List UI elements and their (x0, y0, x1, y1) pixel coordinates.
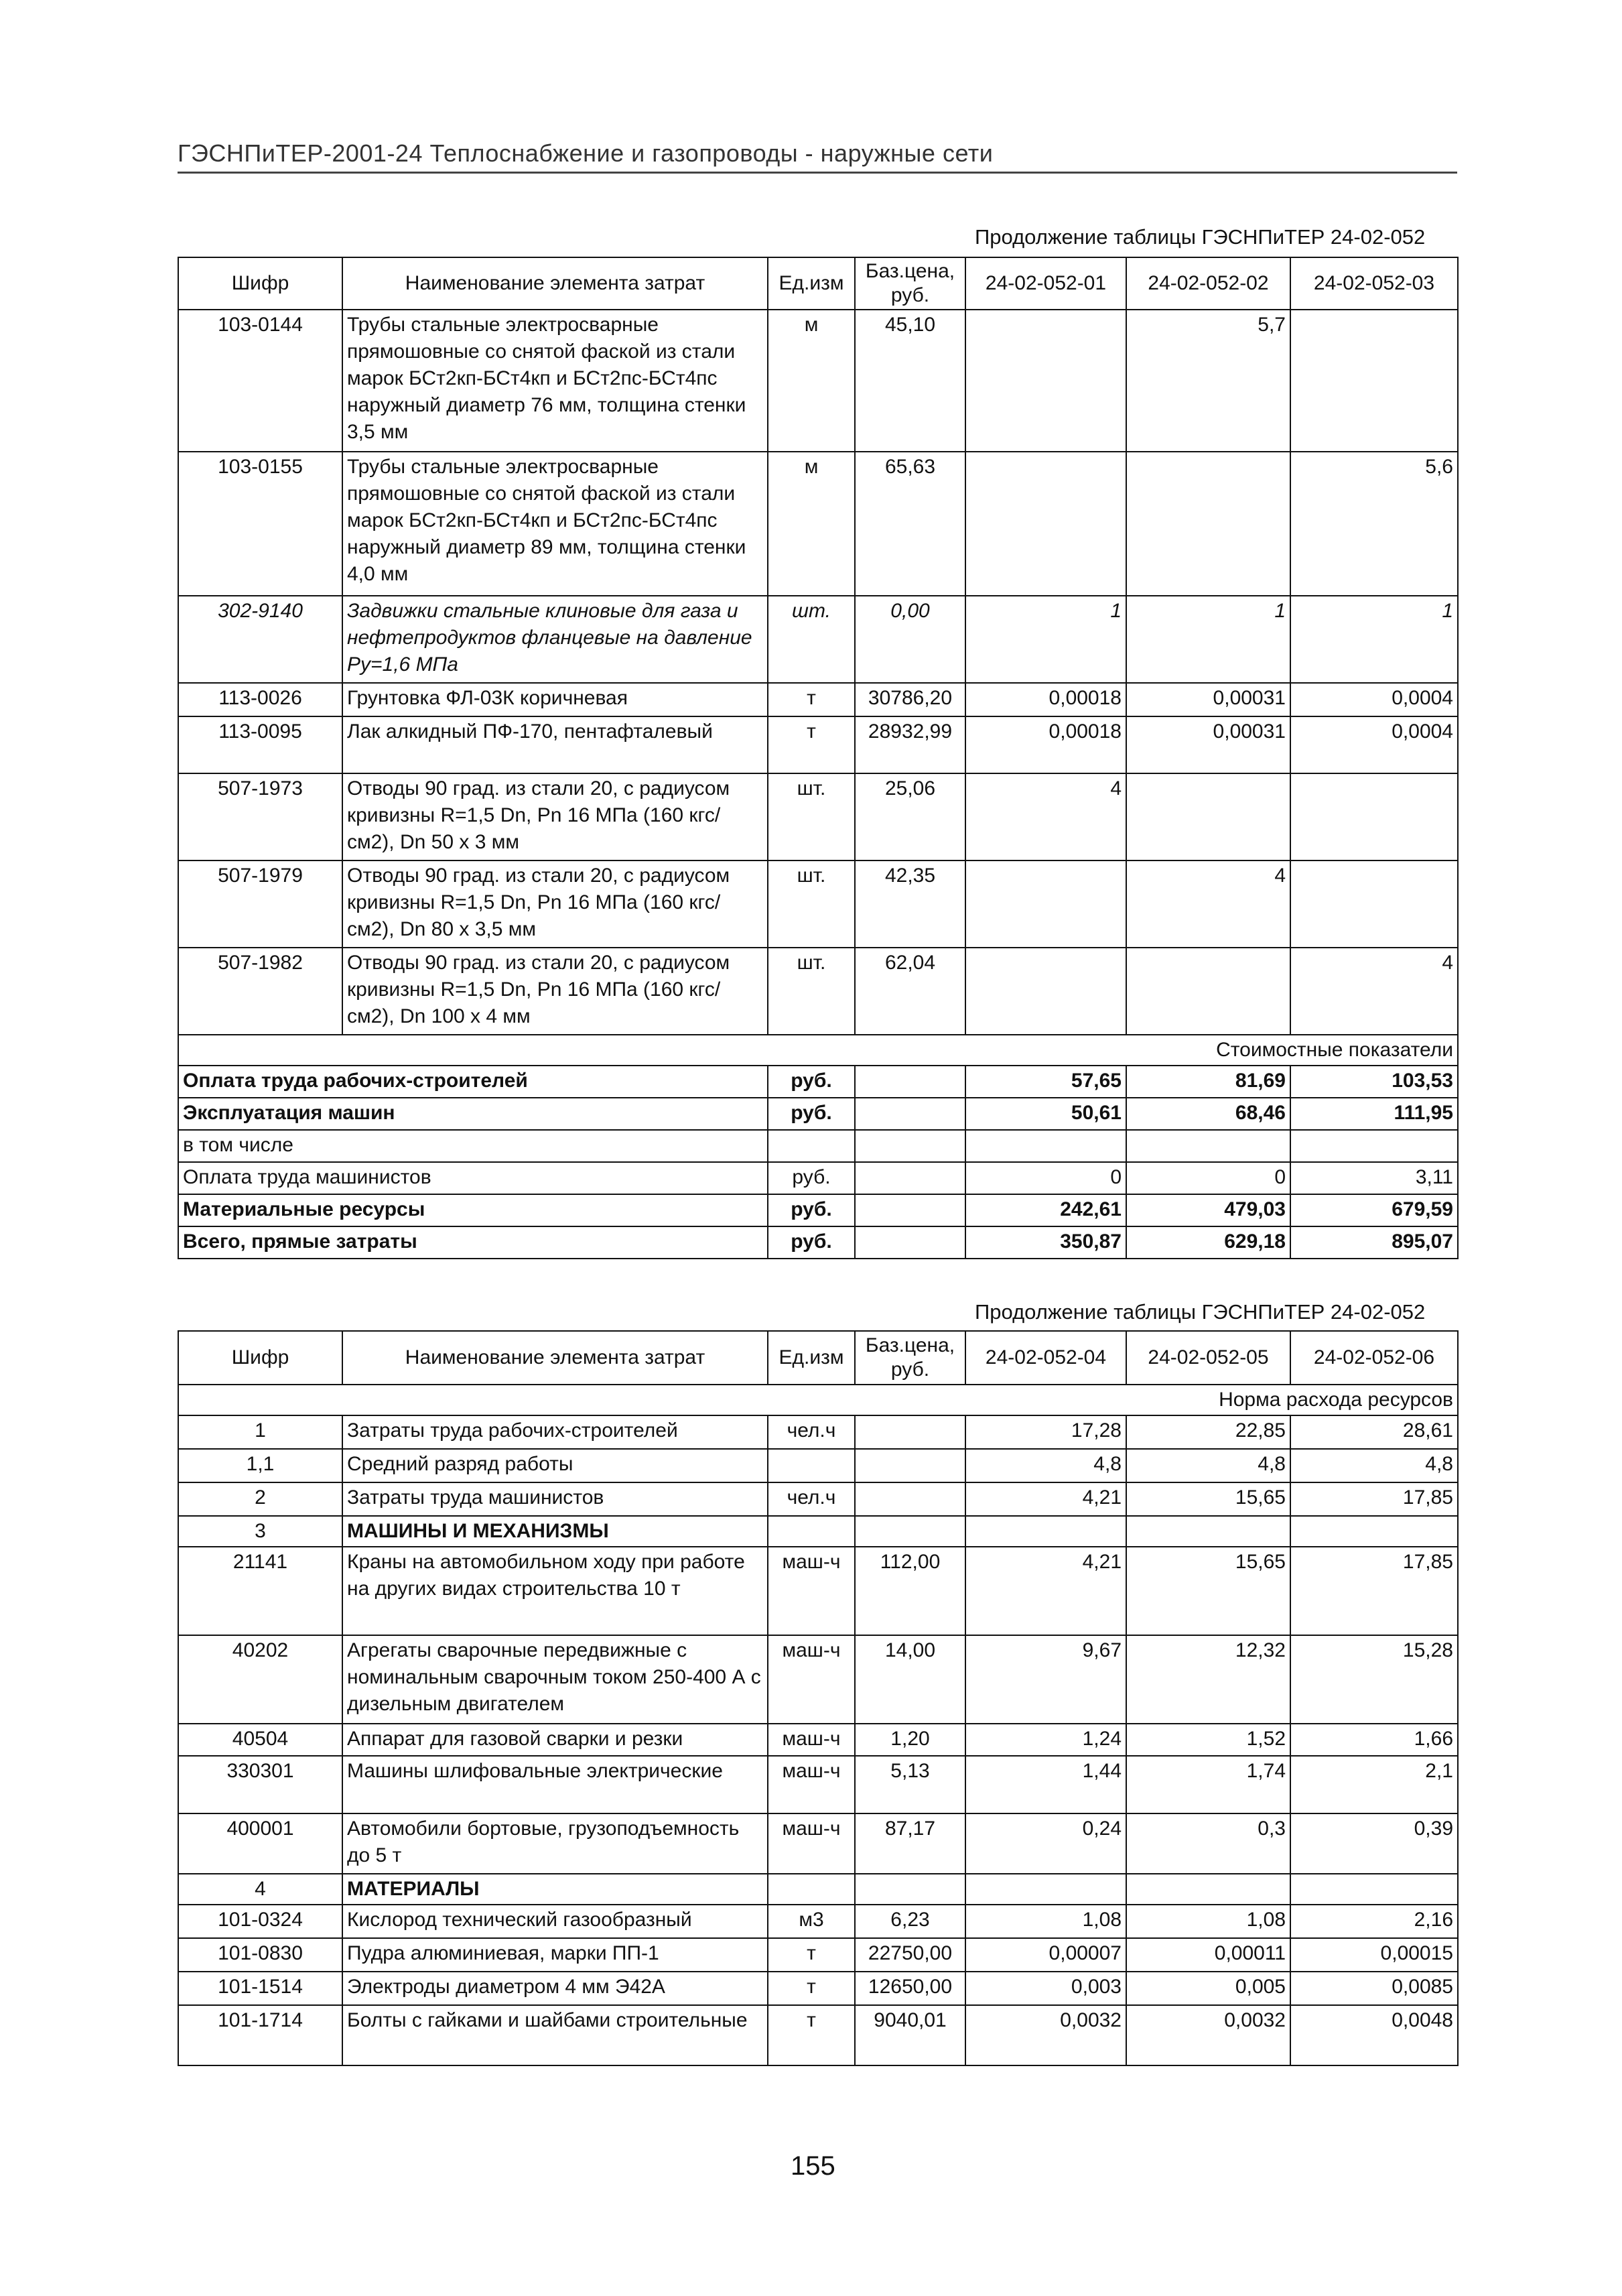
row-price: 1,20 (855, 1724, 965, 1756)
norm-label-row (178, 1385, 1458, 1415)
table-row (178, 860, 1458, 948)
table-row (178, 1547, 1458, 1635)
col-header-name: Наименование элемента затрат (342, 257, 768, 310)
row-code: 507-1982 (178, 948, 342, 1035)
row-v1: 1 (965, 596, 1126, 683)
row-code: 101-0324 (178, 1905, 342, 1938)
col-header-v1: 24-02-052-01 (965, 257, 1126, 310)
row-unit: т (768, 716, 855, 773)
row-v3 (1290, 310, 1458, 452)
cost-v2 (1126, 1130, 1290, 1162)
row-name: Средний разряд работы (342, 1449, 768, 1482)
row-v2: 1,52 (1126, 1724, 1290, 1756)
row-v2 (1126, 948, 1290, 1035)
row-code: 330301 (178, 1756, 342, 1813)
row-unit: маш-ч (768, 1547, 855, 1635)
row-v1 (965, 948, 1126, 1035)
row-v2: 0,3 (1126, 1813, 1290, 1874)
row-v1: 4,8 (965, 1449, 1126, 1482)
table-row (178, 452, 1458, 596)
row-code: 400001 (178, 1813, 342, 1874)
row-price (855, 1415, 965, 1449)
row-name: Машины шлифовальные электрические (342, 1756, 768, 1813)
row-unit: т (768, 2005, 855, 2065)
norm-label: Норма расхода ресурсов (178, 1385, 1458, 1415)
col-header-v3: 24-02-052-03 (1290, 257, 1458, 310)
resource-table-2 (178, 1330, 1459, 2066)
row-code: 103-0144 (178, 310, 342, 452)
table-row (178, 1162, 1458, 1194)
cost-v3: 3,11 (1290, 1162, 1458, 1194)
table-row (178, 1724, 1458, 1756)
row-code: 21141 (178, 1547, 342, 1635)
row-v2: 1,08 (1126, 1905, 1290, 1938)
table-row (178, 716, 1458, 773)
col-header-v2: 24-02-052-05 (1126, 1331, 1290, 1385)
row-v2 (1126, 1874, 1290, 1905)
row-unit (768, 1449, 855, 1482)
row-code: 302-9140 (178, 596, 342, 683)
row-unit: маш-ч (768, 1756, 855, 1813)
row-v1 (965, 860, 1126, 948)
cost-v3: 103,53 (1290, 1066, 1458, 1098)
col-header-v2: 24-02-052-02 (1126, 257, 1290, 310)
row-v3 (1290, 1516, 1458, 1547)
row-code: 113-0095 (178, 716, 342, 773)
row-v1: 4 (965, 773, 1126, 860)
row-price (855, 1449, 965, 1482)
row-code: 4 (178, 1874, 342, 1905)
running-header: ГЭСНПиТЕР-2001-24 Теплоснабжение и газопроводы - наружные сети (178, 139, 994, 167)
row-name: Агрегаты сварочные передвижные с номинальным сварочным током 250-400 А с дизельным двигателем (342, 1635, 768, 1724)
row-v2: 15,65 (1126, 1482, 1290, 1516)
row-v1: 0,00018 (965, 716, 1126, 773)
row-v3: 5,6 (1290, 452, 1458, 596)
row-price (855, 1482, 965, 1516)
page-number: 155 (791, 2151, 835, 2181)
row-code: 1,1 (178, 1449, 342, 1482)
row-name: Болты с гайками и шайбами строительные (342, 2005, 768, 2065)
row-v3: 0,0048 (1290, 2005, 1458, 2065)
row-code: 3 (178, 1516, 342, 1547)
row-v3: 2,16 (1290, 1905, 1458, 1938)
row-code: 101-0830 (178, 1938, 342, 1972)
row-v2: 1,74 (1126, 1756, 1290, 1813)
table2-header-row (178, 1331, 1458, 1385)
row-v2: 15,65 (1126, 1547, 1290, 1635)
row-name: Трубы стальные электросварные прямошовные со снятой фаской из стали марок БСт2кп-БСт4кп и БСт2пс-БСт4пс наружный диаметр 89 мм, толщина стенки 4,0 мм (342, 452, 768, 596)
row-price (855, 1516, 965, 1547)
row-name: Электроды диаметром 4 мм Э42А (342, 1972, 768, 2005)
row-v1: 1,44 (965, 1756, 1126, 1813)
row-unit: маш-ч (768, 1813, 855, 1874)
row-unit: м (768, 452, 855, 596)
cost-v3 (1290, 1130, 1458, 1162)
col-header-unit: Ед.изм (768, 257, 855, 310)
row-v3 (1290, 860, 1458, 948)
cost-name: в том числе (178, 1130, 768, 1162)
row-price: 6,23 (855, 1905, 965, 1938)
cost-name: Эксплуатация машин (178, 1098, 768, 1130)
table-row (178, 1756, 1458, 1813)
row-unit (768, 1874, 855, 1905)
row-v1: 0,00018 (965, 683, 1126, 716)
row-v1: 4,21 (965, 1547, 1126, 1635)
table-row (178, 1130, 1458, 1162)
row-unit: маш-ч (768, 1724, 855, 1756)
row-v3: 2,1 (1290, 1756, 1458, 1813)
cost-v3: 895,07 (1290, 1226, 1458, 1259)
row-v2 (1126, 1516, 1290, 1547)
table-row (178, 1098, 1458, 1130)
row-price: 65,63 (855, 452, 965, 596)
row-name: Аппарат для газовой сварки и резки (342, 1724, 768, 1756)
cost-name: Оплата труда машинистов (178, 1162, 768, 1194)
row-v3 (1290, 1874, 1458, 1905)
row-v2: 12,32 (1126, 1635, 1290, 1724)
cost-v1: 50,61 (965, 1098, 1126, 1130)
row-price: 14,00 (855, 1635, 965, 1724)
row-price: 30786,20 (855, 683, 965, 716)
table-row (178, 773, 1458, 860)
cost-v2: 479,03 (1126, 1194, 1290, 1226)
row-v3: 0,0004 (1290, 716, 1458, 773)
row-v2 (1126, 452, 1290, 596)
row-price: 112,00 (855, 1547, 965, 1635)
cost-v1: 0 (965, 1162, 1126, 1194)
row-v3: 4 (1290, 948, 1458, 1035)
row-code: 507-1979 (178, 860, 342, 948)
row-v2: 0,00031 (1126, 683, 1290, 716)
cost-name: Материальные ресурсы (178, 1194, 768, 1226)
row-v3: 1 (1290, 596, 1458, 683)
row-v2: 0,0032 (1126, 2005, 1290, 2065)
row-v3: 0,0085 (1290, 1972, 1458, 2005)
row-v1: 1,24 (965, 1724, 1126, 1756)
row-v2: 4 (1126, 860, 1290, 948)
row-v1: 0,00007 (965, 1938, 1126, 1972)
row-v1 (965, 1516, 1126, 1547)
table-row (178, 1194, 1458, 1226)
row-price: 87,17 (855, 1813, 965, 1874)
row-name: Задвижки стальные клиновые для газа и нефтепродуктов фланцевые на давление Ру=1,6 МПа (342, 596, 768, 683)
row-price: 5,13 (855, 1756, 965, 1813)
cost-name: Оплата труда рабочих-строителей (178, 1066, 768, 1098)
row-v3: 1,66 (1290, 1724, 1458, 1756)
row-v2: 0,00011 (1126, 1938, 1290, 1972)
table-row (178, 1972, 1458, 2005)
cost-v1 (965, 1130, 1126, 1162)
row-name: Трубы стальные электросварные прямошовные со снятой фаской из стали марок БСт2кп-БСт4кп и БСт2пс-БСт4пс наружный диаметр 76 мм, толщина стенки 3,5 мм (342, 310, 768, 452)
row-price: 22750,00 (855, 1938, 965, 1972)
row-v1 (965, 1874, 1126, 1905)
row-code: 507-1973 (178, 773, 342, 860)
row-unit: маш-ч (768, 1635, 855, 1724)
col-header-price: Баз.цена, руб. (855, 257, 965, 310)
col-header-v1: 24-02-052-04 (965, 1331, 1126, 1385)
table-row (178, 683, 1458, 716)
cost-unit: руб. (768, 1066, 855, 1098)
row-name: Отводы 90 град. из стали 20, с радиусом кривизны R=1,5 Dn, Pn 16 МПа (160 кгс/см2), Dn 50 х 3 мм (342, 773, 768, 860)
resource-table-1 (178, 257, 1459, 1259)
row-v3: 17,85 (1290, 1547, 1458, 1635)
row-code: 2 (178, 1482, 342, 1516)
table-row (178, 596, 1458, 683)
cost-v3: 679,59 (1290, 1194, 1458, 1226)
cost-section-label-row (178, 1035, 1458, 1066)
row-v1: 0,003 (965, 1972, 1126, 2005)
col-header-name: Наименование элемента затрат (342, 1331, 768, 1385)
cost-v2: 629,18 (1126, 1226, 1290, 1259)
row-name: Автомобили бортовые, грузоподъемность до 5 т (342, 1813, 768, 1874)
row-v2 (1126, 773, 1290, 860)
row-name: Затраты труда машинистов (342, 1482, 768, 1516)
row-code: 1 (178, 1415, 342, 1449)
cost-v2: 0 (1126, 1162, 1290, 1194)
table-row (178, 2005, 1458, 2065)
cost-v2: 81,69 (1126, 1066, 1290, 1098)
row-price: 9040,01 (855, 2005, 965, 2065)
row-v1: 4,21 (965, 1482, 1126, 1516)
table-row (178, 948, 1458, 1035)
col-header-v3: 24-02-052-06 (1290, 1331, 1458, 1385)
row-unit: чел.ч (768, 1482, 855, 1516)
row-v1: 17,28 (965, 1415, 1126, 1449)
row-v1: 0,0032 (965, 2005, 1126, 2065)
table1-header-row (178, 257, 1458, 310)
cost-unit: руб. (768, 1098, 855, 1130)
row-price: 0,00 (855, 596, 965, 683)
cost-unit: руб. (768, 1194, 855, 1226)
section-row-materials (178, 1874, 1458, 1905)
row-v1: 1,08 (965, 1905, 1126, 1938)
row-unit: шт. (768, 773, 855, 860)
cost-price (855, 1098, 965, 1130)
cost-v1: 242,61 (965, 1194, 1126, 1226)
row-price (855, 1874, 965, 1905)
section-row-machines (178, 1516, 1458, 1547)
header-rule (178, 172, 1457, 174)
row-price: 62,04 (855, 948, 965, 1035)
row-code: 40202 (178, 1635, 342, 1724)
cost-price (855, 1162, 965, 1194)
row-price: 28932,99 (855, 716, 965, 773)
row-name: Грунтовка ФЛ-03К коричневая (342, 683, 768, 716)
row-v3: 0,0004 (1290, 683, 1458, 716)
row-v1 (965, 310, 1126, 452)
table-row (178, 1449, 1458, 1482)
row-v3: 28,61 (1290, 1415, 1458, 1449)
cost-unit: руб. (768, 1162, 855, 1194)
row-name: Краны на автомобильном ходу при работе на других видах строительства 10 т (342, 1547, 768, 1635)
row-v3: 4,8 (1290, 1449, 1458, 1482)
row-unit: т (768, 1938, 855, 1972)
table-row (178, 1415, 1458, 1449)
row-unit: шт. (768, 860, 855, 948)
row-name: Отводы 90 град. из стали 20, с радиусом кривизны R=1,5 Dn, Pn 16 МПа (160 кгс/см2), Dn 80 х 3,5 мм (342, 860, 768, 948)
row-code: 101-1714 (178, 2005, 342, 2065)
cost-unit (768, 1130, 855, 1162)
cost-v2: 68,46 (1126, 1098, 1290, 1130)
table2-continuation-label: Продолжение таблицы ГЭСНПиТЕР 24-02-052 (975, 1300, 1426, 1324)
row-price: 12650,00 (855, 1972, 965, 2005)
cost-unit: руб. (768, 1226, 855, 1259)
table-row (178, 1905, 1458, 1938)
table-row (178, 1066, 1458, 1098)
cost-section-label: Стоимостные показатели (178, 1035, 1458, 1066)
row-v3: 0,39 (1290, 1813, 1458, 1874)
row-name: Пудра алюминиевая, марки ПП-1 (342, 1938, 768, 1972)
row-unit: чел.ч (768, 1415, 855, 1449)
col-header-code: Шифр (178, 1331, 342, 1385)
table-row (178, 1635, 1458, 1724)
cost-price (855, 1066, 965, 1098)
col-header-price: Баз.цена, руб. (855, 1331, 965, 1385)
row-v2: 0,00031 (1126, 716, 1290, 773)
cost-price (855, 1130, 965, 1162)
row-name: Затраты труда рабочих-строителей (342, 1415, 768, 1449)
cost-price (855, 1194, 965, 1226)
row-unit: т (768, 683, 855, 716)
col-header-unit: Ед.изм (768, 1331, 855, 1385)
row-unit: м3 (768, 1905, 855, 1938)
row-code: 40504 (178, 1724, 342, 1756)
row-v1: 9,67 (965, 1635, 1126, 1724)
row-unit: шт. (768, 596, 855, 683)
row-unit: шт. (768, 948, 855, 1035)
table-row (178, 1813, 1458, 1874)
table-row (178, 1482, 1458, 1516)
cost-v1: 350,87 (965, 1226, 1126, 1259)
row-v1: 0,24 (965, 1813, 1126, 1874)
row-name: Лак алкидный ПФ-170, пентафталевый (342, 716, 768, 773)
cost-v1: 57,65 (965, 1066, 1126, 1098)
row-price: 42,35 (855, 860, 965, 948)
row-code: 113-0026 (178, 683, 342, 716)
row-code: 101-1514 (178, 1972, 342, 2005)
row-unit: т (768, 1972, 855, 2005)
row-v2: 4,8 (1126, 1449, 1290, 1482)
col-header-code: Шифр (178, 257, 342, 310)
row-v3: 0,00015 (1290, 1938, 1458, 1972)
row-price: 25,06 (855, 773, 965, 860)
table1-continuation-label: Продолжение таблицы ГЭСНПиТЕР 24-02-052 (975, 225, 1426, 249)
row-v2: 1 (1126, 596, 1290, 683)
table-row (178, 1938, 1458, 1972)
row-v2: 22,85 (1126, 1415, 1290, 1449)
table-row (178, 1226, 1458, 1259)
row-name: МАТЕРИАЛЫ (342, 1874, 768, 1905)
row-name: Отводы 90 град. из стали 20, с радиусом кривизны R=1,5 Dn, Pn 16 МПа (160 кгс/см2), Dn 100 х 4 мм (342, 948, 768, 1035)
row-v3: 15,28 (1290, 1635, 1458, 1724)
row-v1 (965, 452, 1126, 596)
row-v3: 17,85 (1290, 1482, 1458, 1516)
row-v2: 0,005 (1126, 1972, 1290, 2005)
row-code: 103-0155 (178, 452, 342, 596)
row-unit (768, 1516, 855, 1547)
table-row (178, 310, 1458, 452)
row-name: Кислород технический газообразный (342, 1905, 768, 1938)
row-v2: 5,7 (1126, 310, 1290, 452)
cost-name: Всего, прямые затраты (178, 1226, 768, 1259)
row-unit: м (768, 310, 855, 452)
row-price: 45,10 (855, 310, 965, 452)
cost-price (855, 1226, 965, 1259)
row-name: МАШИНЫ И МЕХАНИЗМЫ (342, 1516, 768, 1547)
row-v3 (1290, 773, 1458, 860)
cost-v3: 111,95 (1290, 1098, 1458, 1130)
